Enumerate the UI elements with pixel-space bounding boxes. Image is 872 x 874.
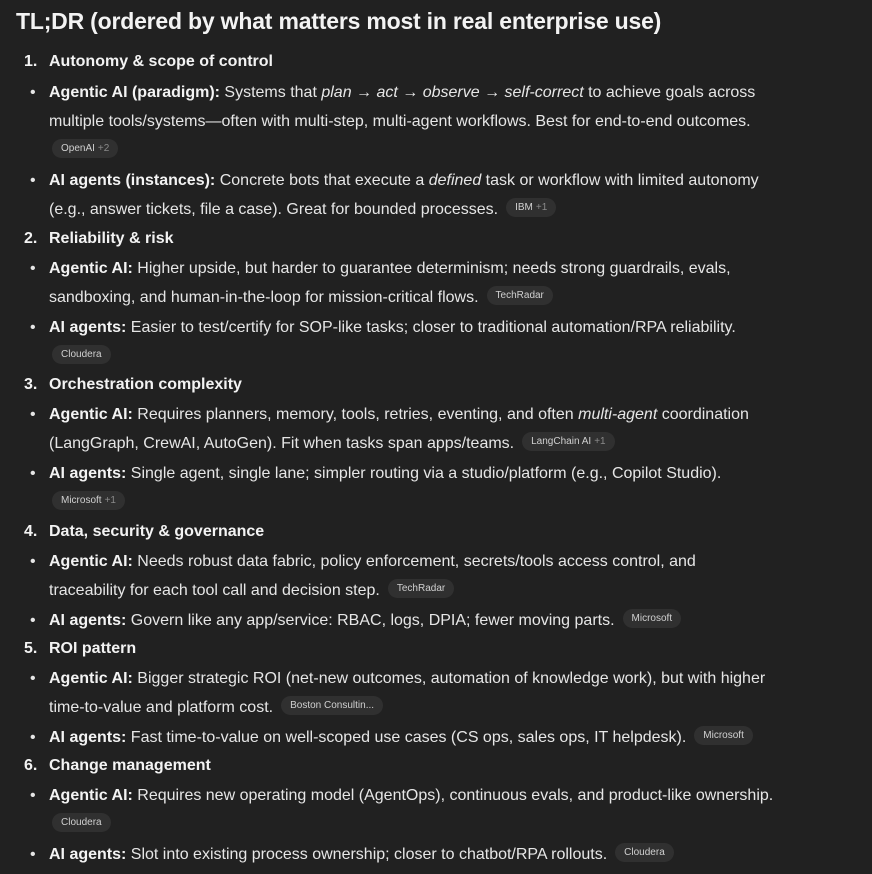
item-text: Requires new operating model (AgentOps), continuous evals, and product-like ownership. [132, 787, 774, 804]
section-heading-autonomy [24, 53, 273, 71]
source-name: Cloudera [61, 349, 102, 361]
list-item [30, 781, 830, 839]
item-label: AI agents: [49, 465, 127, 482]
item-text: Systems that [219, 84, 322, 101]
bullet-dot: • [30, 729, 36, 746]
section-heading-orchestration [24, 376, 242, 394]
source-name: Cloudera [61, 817, 102, 829]
item-emphasis: observe [422, 84, 480, 101]
item-text: Govern like any app/service: RBAC, logs, DPIA; fewer moving parts. [126, 612, 615, 629]
arrow-text: → [479, 84, 505, 101]
item-label: Agentic AI: [49, 260, 133, 277]
item-emphasis: plan [321, 84, 352, 101]
bullet-dot: • [30, 406, 36, 423]
source-name: TechRadar [495, 290, 544, 302]
list-item [30, 254, 830, 312]
item-label: Agentic AI: [49, 670, 133, 687]
item-label: Agentic AI (paradigm): [49, 84, 220, 101]
source-name: LangChain AI [531, 436, 592, 448]
item-emphasis: defined [428, 172, 482, 189]
section-title: Data, security & governance [49, 523, 265, 540]
item-text: time-to-value and platform cost. [49, 699, 274, 716]
item-text: Needs robust data fabric, policy enforcement, secrets/tools access control, and [132, 553, 696, 570]
bullet-dot: • [30, 846, 36, 863]
item-text: Concrete bots that execute a [215, 172, 429, 189]
list-item [30, 78, 830, 165]
list-item [30, 313, 830, 371]
source-name: Microsoft [631, 613, 673, 625]
section-title: ROI pattern [49, 640, 137, 657]
source-badge[interactable] [388, 579, 454, 598]
section-heading-roi [24, 640, 136, 658]
source-more-count: +1 [535, 202, 548, 214]
item-label: AI agents: [49, 846, 127, 863]
source-name: Cloudera [624, 847, 665, 859]
item-text: Single agent, single lane; simpler routing via a studio/platform (e.g., Copilot Studio). [126, 465, 722, 482]
arrow-text: → [351, 84, 377, 101]
section-number: 5. [24, 640, 38, 657]
source-more-count: +2 [97, 143, 110, 155]
item-emphasis: act [376, 84, 398, 101]
source-more-count: +1 [104, 495, 116, 507]
item-text: to achieve goals across [583, 84, 756, 101]
source-name: IBM [515, 202, 533, 214]
bullet-dot: • [30, 172, 36, 189]
item-emphasis: self-correct [504, 84, 584, 101]
list-item [30, 400, 830, 458]
source-name: Microsoft [61, 495, 102, 507]
bullet-dot: • [30, 319, 36, 336]
item-label: Agentic AI: [49, 787, 133, 804]
bullet-dot: • [30, 553, 36, 570]
item-label: AI agents: [49, 319, 127, 336]
bullet-dot: • [30, 84, 36, 101]
section-number: 3. [24, 376, 38, 393]
section-title: Change management [49, 757, 211, 774]
section-heading-change-management [24, 757, 211, 775]
section-title: Reliability & risk [49, 230, 174, 247]
section-heading-data-security [24, 523, 264, 541]
list-item [30, 606, 830, 635]
list-item [30, 664, 830, 722]
section-heading-reliability [24, 230, 174, 248]
item-text: Fast time-to-value on well-scoped use cases (CS ops, sales ops, IT helpdesk). [126, 729, 687, 746]
source-badge[interactable] [281, 696, 383, 715]
arrow-text: → [397, 84, 423, 101]
list-item [30, 459, 830, 517]
list-item [30, 166, 830, 224]
item-text: traceability for each tool call and decision step. [49, 582, 380, 599]
source-name: Microsoft [703, 730, 744, 742]
section-number: 4. [24, 523, 38, 540]
source-badge[interactable] [694, 726, 753, 745]
source-badge[interactable] [52, 491, 125, 510]
source-badge[interactable] [522, 432, 614, 451]
item-text: coordination [657, 406, 749, 423]
item-label: Agentic AI: [49, 553, 133, 570]
section-number: 1. [24, 53, 38, 70]
source-badge[interactable] [487, 286, 553, 305]
section-title: Orchestration complexity [49, 376, 242, 393]
source-name: Boston Consultin... [290, 700, 375, 712]
section-number: 2. [24, 230, 38, 247]
source-badge[interactable] [52, 139, 118, 158]
source-badge[interactable] [615, 843, 674, 862]
item-text: Higher upside, but harder to guarantee determinism; needs strong guardrails, evals, [132, 260, 731, 277]
source-badge[interactable] [506, 198, 556, 217]
section-number: 6. [24, 757, 38, 774]
item-text: (e.g., answer tickets, file a case). Great for bounded processes. [49, 201, 499, 218]
source-badge[interactable] [52, 813, 111, 832]
bullet-dot: • [30, 465, 36, 482]
section-title: Autonomy & scope of control [49, 53, 273, 70]
list-item [30, 723, 830, 752]
source-name: TechRadar [396, 583, 446, 595]
page-title: TL;DR (ordered by what matters most in real enterprise use) [16, 8, 662, 34]
bullet-dot: • [30, 670, 36, 687]
item-text: sandboxing, and human-in-the-loop for mission-critical flows. [49, 289, 479, 306]
source-badge[interactable] [52, 345, 111, 364]
item-text: Slot into existing process ownership; closer to chatbot/RPA rollouts. [126, 846, 608, 863]
list-item [30, 840, 830, 869]
list-item [30, 547, 830, 605]
item-label: AI agents: [49, 612, 127, 629]
item-text: multiple tools/systems—often with multi-step, multi-agent workflows. Best for end-to-end outcomes. [49, 113, 751, 130]
item-label: AI agents (instances): [49, 172, 216, 189]
source-more-count: +1 [594, 436, 606, 448]
bullet-dot: • [30, 787, 36, 804]
item-text: task or workflow with limited autonomy [481, 172, 759, 189]
source-name: OpenAI [61, 143, 95, 155]
bullet-dot: • [30, 260, 36, 277]
source-badge[interactable] [623, 609, 682, 628]
item-text: Easier to test/certify for SOP-like tasks; closer to traditional automation/RPA reliability. [126, 319, 736, 336]
item-text: Bigger strategic ROI (net-new outcomes, automation of knowledge work), but with higher [132, 670, 766, 687]
item-text: Requires planners, memory, tools, retries, eventing, and often [132, 406, 579, 423]
item-emphasis: multi-agent [578, 406, 658, 423]
item-text: (LangGraph, CrewAI, AutoGen). Fit when tasks span apps/teams. [49, 435, 515, 452]
bullet-dot: • [30, 612, 36, 629]
item-label: AI agents: [49, 729, 127, 746]
item-label: Agentic AI: [49, 406, 133, 423]
